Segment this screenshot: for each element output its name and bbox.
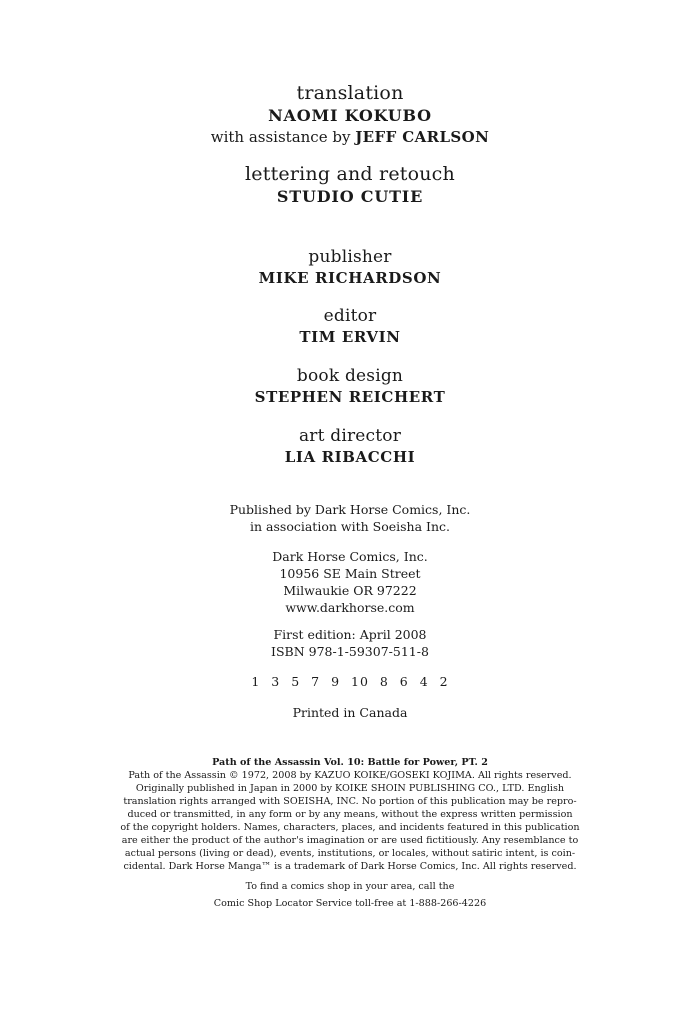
legal-line: Originally published in Japan in 2000 by KOIKE SHOIN PUBLISHING CO., LTD. English <box>135 783 565 794</box>
locator-line-1: To find a comics shop in your area, call the <box>245 881 455 892</box>
art-director-role: art director <box>298 426 402 446</box>
isbn-line: ISBN 978-1-59307-511-8 <box>271 644 429 659</box>
editor-role: editor <box>323 306 377 326</box>
translation-credit <box>0 81 700 147</box>
printed-in-line: Printed in Canada <box>292 705 408 720</box>
legal-line: duced or transmitted, in any form or by any means, without the express written permission <box>127 809 573 820</box>
translation-role: translation <box>296 82 404 104</box>
legal-line: are either the product of the author's imagination or are used fictitiously. Any resemblance to <box>121 835 579 846</box>
legal-line: of the copyright holders. Names, characters, places, and incidents featured in this publication <box>120 822 580 833</box>
lettering-role: lettering and retouch <box>245 163 455 185</box>
legal-line: actual persons (living or dead), events, institutions, or locales, without satiric intent, is coin- <box>124 848 576 859</box>
association-line: in association with Soeisha Inc. <box>250 519 450 534</box>
print-run-line: 1 3 5 7 9 10 8 6 4 2 <box>251 674 449 689</box>
address-city: Milwaukie OR 97222 <box>283 583 417 598</box>
editor-name: TIM ERVIN <box>299 328 401 346</box>
locator-line-2: Comic Shop Locator Service toll-free at 1-888-266-4226 <box>213 898 487 909</box>
translator-name: NAOMI KOKUBO <box>268 106 432 125</box>
assistant-name: JEFF CARLSON <box>355 128 490 146</box>
design-name: STEPHEN REICHERT <box>254 388 446 406</box>
editor-credit <box>0 305 700 347</box>
publisher-role: publisher <box>308 247 392 267</box>
publisher-statement <box>0 501 700 535</box>
art-director-name: LIA RIBACCHI <box>284 448 416 466</box>
design-credit <box>0 365 700 407</box>
art-director-credit <box>0 425 700 467</box>
address-street: 10956 SE Main Street <box>279 566 421 581</box>
lettering-credit <box>0 162 700 208</box>
publisher-address <box>0 548 700 616</box>
comic-shop-locator <box>0 878 700 912</box>
assistance-line <box>0 127 700 147</box>
design-role: book design <box>296 366 404 386</box>
address-website: www.darkhorse.com <box>285 600 415 615</box>
legal-body <box>0 769 700 873</box>
legal-line: Path of the Assassin © 1972, 2008 by KAZUO KOIKE/GOSEKI KOJIMA. All rights reserved. <box>128 770 572 781</box>
legal-line: translation rights arranged with SOEISHA, INC. No portion of this publication may be repro- <box>123 796 577 807</box>
edition-info <box>0 626 700 660</box>
publisher-name: MIKE RICHARDSON <box>258 269 442 287</box>
edition-line: First edition: April 2008 <box>273 627 427 642</box>
assistance-prefix: with assistance by <box>210 128 356 146</box>
legal-notice <box>0 756 700 873</box>
legal-line: cidental. Dark Horse Manga™ is a trademark of Dark Horse Comics, Inc. All rights reserved. <box>123 861 577 872</box>
published-by-line: Published by Dark Horse Comics, Inc. <box>229 502 471 517</box>
address-company: Dark Horse Comics, Inc. <box>272 549 428 564</box>
publisher-credit <box>0 246 700 288</box>
lettering-name: STUDIO CUTIE <box>276 187 424 206</box>
legal-title: Path of the Assassin Vol. 10: Battle for Power, PT. 2 <box>212 757 488 768</box>
